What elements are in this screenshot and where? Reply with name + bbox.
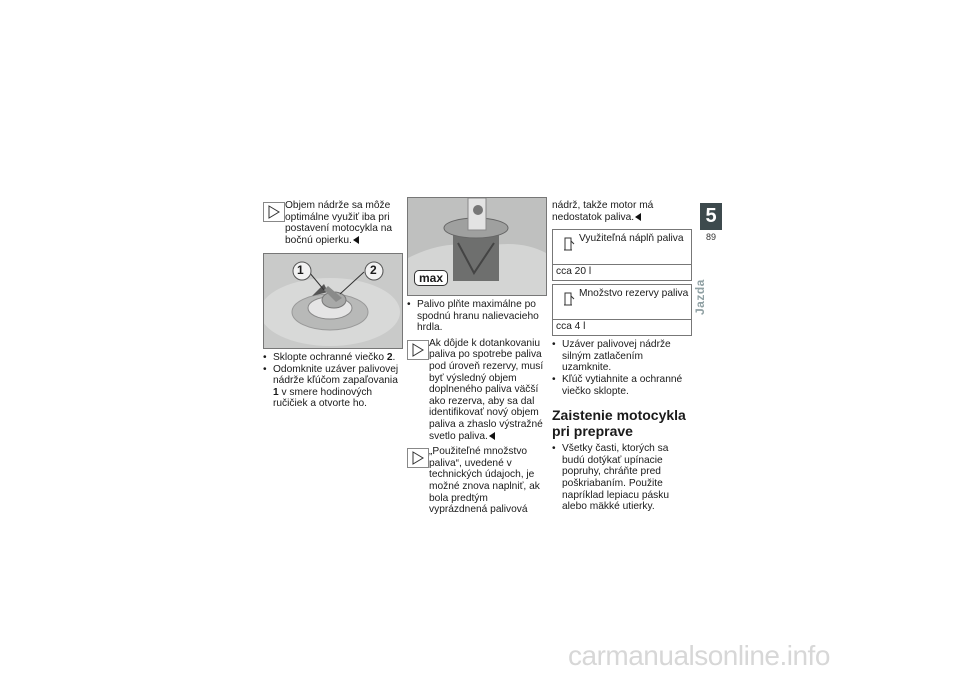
- note-block: [263, 200, 403, 246]
- spec-value: cca 4 l: [556, 321, 586, 333]
- bullet-item: • Odomknite uzáver palivovej nádrže kľúčom zapaľovania 1 v smere hodinových ručičiek a otvorte ho.: [263, 364, 405, 410]
- bullet-item: • Všetky časti, ktorých sa budú dotýkať upínacie popruhy, chráňte pred poškriabaním. Použite napríklad lepiacu pásku alebo mäkké utierky.: [552, 443, 692, 513]
- bullet-item: • Uzáver palivovej nádrže silným zatlačením uzamknite.: [552, 339, 692, 374]
- callout-1: 1: [297, 263, 304, 277]
- note-text: Objem nádrže sa môže optimálne využiť iba pri postavení motocykla na bočnú opierku.: [285, 200, 393, 246]
- note-text: „Použiteľné množstvo paliva“, uvedené v technických údajoch, je možné znova naplniť, ak bola predtým vyprázdnená palivová: [429, 446, 540, 516]
- page-number: 89: [705, 232, 716, 242]
- column-3: [552, 200, 692, 513]
- note-block: [407, 338, 547, 442]
- end-marker-icon: [353, 236, 359, 244]
- end-marker-icon: [489, 432, 495, 440]
- spec-table-usable-fuel: [552, 229, 692, 281]
- fuel-pump-icon: [563, 236, 575, 252]
- end-marker-icon: [635, 213, 641, 221]
- spec-label: Využiteľná náplň paliva: [579, 233, 684, 245]
- note-triangle-icon: [263, 202, 285, 222]
- note-triangle-icon: [407, 340, 429, 360]
- bullet-item: • Kľúč vytiahnite a ochranné viečko sklopte.: [552, 374, 692, 397]
- column-2: [407, 299, 547, 516]
- note-text: Ak dôjde k dotankovaniu paliva po spotrebe paliva pod úroveň rezervy, musí byť výsledný objem doplneného paliva väčší ako rezerva, aby sa dal identifikovať nový objem paliva a zhaslo výstražné svetlo paliva.: [429, 337, 544, 442]
- continued-text: nádrž, takže motor má nedostatok paliva.: [552, 200, 654, 223]
- column-1: [263, 200, 403, 246]
- chapter-divider: [700, 229, 722, 230]
- note-triangle-icon: [407, 448, 429, 468]
- section-heading: Zaistenie motocykla pri preprave: [552, 407, 686, 440]
- bullet-item: • Palivo plňte maximálne po spodnú hranu nalievacieho hrdla.: [407, 299, 547, 334]
- max-label: max: [414, 270, 448, 286]
- note-block: [407, 446, 547, 516]
- watermark: carmanualsonline.info: [568, 640, 830, 671]
- spec-label: Množstvo rezervy paliva: [579, 288, 689, 300]
- section-label: Jazda: [693, 279, 707, 315]
- chapter-number-tab: 5: [700, 203, 722, 229]
- fuel-cap-figure: [263, 253, 403, 349]
- column-1-bullets: [263, 352, 405, 410]
- spec-table-reserve: [552, 284, 692, 336]
- filler-neck-figure: [407, 197, 547, 296]
- callout-2: 2: [370, 263, 377, 277]
- spec-value: cca 20 l: [556, 266, 592, 278]
- fuel-pump-icon: [563, 291, 575, 307]
- bullet-item: • Sklopte ochranné viečko 2.: [263, 352, 405, 364]
